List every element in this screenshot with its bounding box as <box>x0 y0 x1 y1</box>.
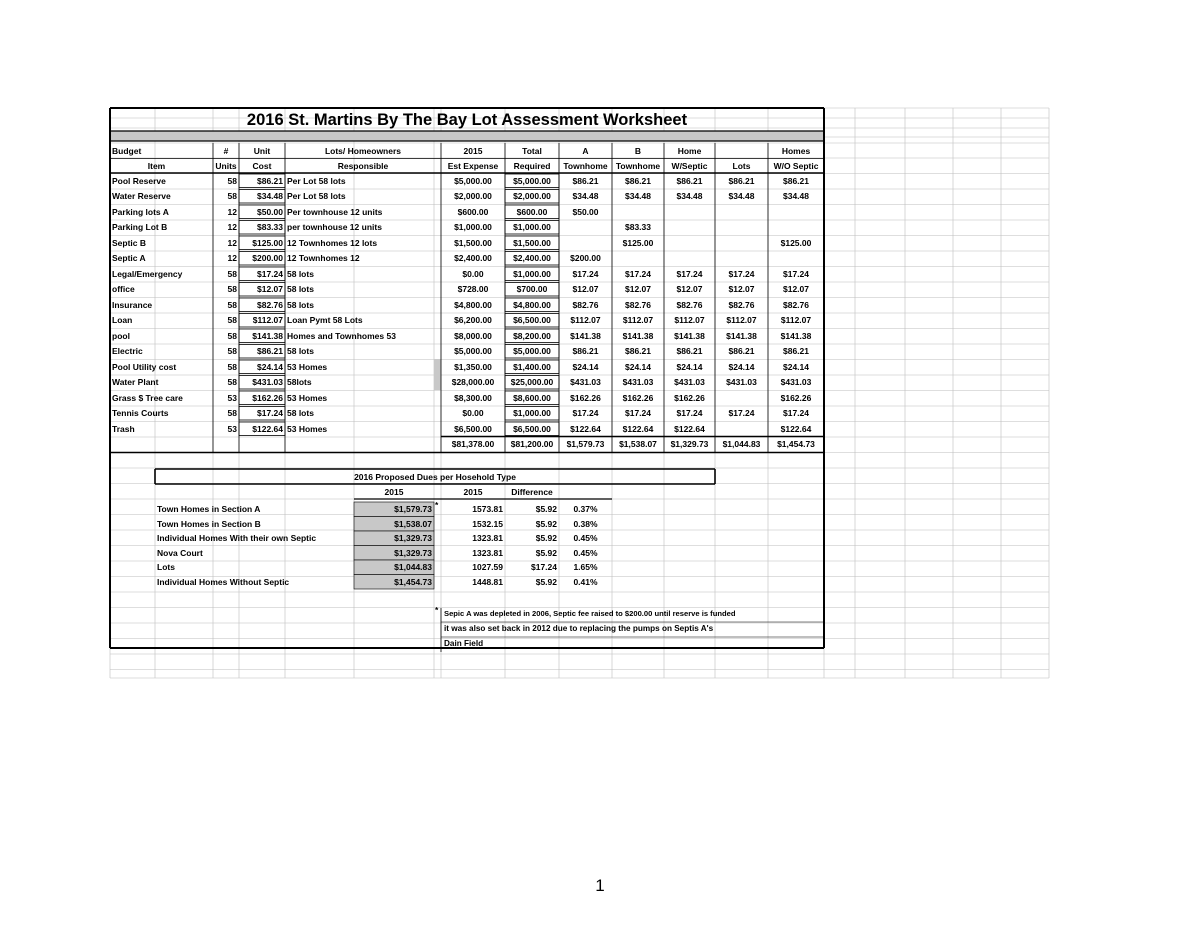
data-cell: $82.76 <box>625 299 651 310</box>
data-cell: $122.64 <box>570 423 601 434</box>
data-cell: $17.24 <box>257 408 283 419</box>
data-cell: $2,000.00 <box>513 191 551 202</box>
data-cell: $86.21 <box>572 175 599 186</box>
data-cell: $17.24 <box>783 268 809 279</box>
data-cell: $24.14 <box>625 361 651 372</box>
data-cell: Per Lot 58 lots <box>287 191 346 202</box>
footnote-line: Dain Field <box>444 639 484 648</box>
data-cell: $83.33 <box>625 222 651 233</box>
data-cell: 12 <box>227 222 237 233</box>
data-cell: $50.00 <box>257 206 283 217</box>
data-cell: Per Lot 58 lots <box>287 175 346 186</box>
dues-header: 2015 <box>463 486 483 497</box>
data-cell: 12 <box>227 237 237 248</box>
data-cell: $17.24 <box>625 408 651 419</box>
dues-difference: $5.92 <box>535 547 557 558</box>
prior-dues-value: 1532.15 <box>472 518 503 529</box>
data-cell: $112.07 <box>622 315 654 326</box>
data-cell: $0.00 <box>462 268 484 279</box>
data-cell: $28,000.00 <box>451 377 495 388</box>
household-type-label: Town Homes in Section B <box>157 518 261 529</box>
data-cell: $6,200.00 <box>454 315 492 326</box>
total-cell: $1,579.73 <box>566 439 605 450</box>
household-type-label: Individual Homes Without Septic <box>157 576 290 587</box>
row-item-label: Parking lots A <box>112 206 169 217</box>
data-cell: $125.00 <box>622 237 654 248</box>
data-cell: $83.33 <box>257 222 283 233</box>
data-cell: $6,500.00 <box>513 423 551 434</box>
total-cell: $81,200.00 <box>510 439 554 450</box>
header-cell: Cost <box>252 160 272 171</box>
dues-difference: $5.92 <box>535 533 557 544</box>
data-cell: $112.07 <box>780 315 812 326</box>
data-cell: $86.21 <box>728 175 755 186</box>
total-cell: $81,378.00 <box>451 439 495 450</box>
data-cell: $2,400.00 <box>454 253 492 264</box>
dues-percent: 0.45% <box>573 533 598 544</box>
data-cell: $17.24 <box>572 268 599 279</box>
total-cell: $1,538.07 <box>619 439 657 450</box>
data-cell: $34.48 <box>572 191 599 202</box>
data-cell: $600.00 <box>457 206 489 217</box>
data-cell: $162.26 <box>780 392 812 403</box>
prior-dues-value: 1027.59 <box>472 562 503 573</box>
row-item-label: pool <box>112 330 130 341</box>
data-cell: $17.24 <box>676 408 703 419</box>
header-cell: 2015 <box>463 145 483 156</box>
data-cell: 58 lots <box>287 284 314 295</box>
data-cell: $431.03 <box>570 377 601 388</box>
footnote-line: Sepic A was depleted in 2006, Septic fee raised to $200.00 until reserve is funded <box>444 609 736 618</box>
data-cell: $4,800.00 <box>454 299 492 310</box>
row-item-label: Electric <box>112 346 143 357</box>
household-type-label: Nova Court <box>157 547 203 558</box>
data-cell: $24.14 <box>257 361 283 372</box>
dues-difference: $5.92 <box>535 518 557 529</box>
header-cell: Homes <box>781 145 811 156</box>
data-cell: $82.76 <box>676 299 703 310</box>
row-item-label: Insurance <box>112 299 153 310</box>
data-cell: $24.14 <box>783 361 809 372</box>
data-cell: $4,800.00 <box>513 299 551 310</box>
data-cell: 53 Homes <box>287 423 328 434</box>
data-cell: $1,400.00 <box>513 361 551 372</box>
data-cell: $6,500.00 <box>454 423 492 434</box>
data-cell: $431.03 <box>622 377 654 388</box>
data-cell: $12.07 <box>783 284 809 295</box>
data-cell: $112.07 <box>252 315 283 326</box>
data-cell: $1,000.00 <box>454 222 492 233</box>
data-cell: $112.07 <box>570 315 601 326</box>
header-cell: Item <box>147 160 166 171</box>
data-cell: per townhouse 12 units <box>287 222 382 233</box>
row-item-label: Trash <box>112 423 135 434</box>
row-item-label: Loan <box>112 315 133 326</box>
header-cell: Unit <box>253 145 271 156</box>
title-shade-band <box>110 131 824 141</box>
data-cell: 53 <box>227 423 237 434</box>
data-cell: $2,400.00 <box>513 253 551 264</box>
data-cell: $24.14 <box>572 361 599 372</box>
data-cell: $12.07 <box>676 284 703 295</box>
data-cell: $34.48 <box>625 191 651 202</box>
total-cell: $1,454.73 <box>777 439 815 450</box>
data-cell: $5,000.00 <box>513 346 551 357</box>
dues-percent: 0.38% <box>573 518 598 529</box>
header-cell: Budget <box>112 145 142 156</box>
data-cell: $8,600.00 <box>513 392 551 403</box>
row-item-label: Tennis Courts <box>112 408 169 419</box>
dues-percent: 0.41% <box>573 576 598 587</box>
header-cell: Home <box>677 145 702 156</box>
data-cell: $86.21 <box>572 346 599 357</box>
total-cell: $1,329.73 <box>670 439 709 450</box>
data-cell: $86.21 <box>728 346 755 357</box>
data-cell: $12.07 <box>625 284 651 295</box>
data-cell: $86.21 <box>257 346 283 357</box>
data-cell: $141.38 <box>622 330 654 341</box>
household-type-label: Lots <box>157 562 175 573</box>
data-cell: $122.64 <box>674 423 705 434</box>
data-cell: $0.00 <box>462 408 484 419</box>
dues-header: 2015 <box>384 486 404 497</box>
data-cell: $1,000.00 <box>513 268 551 279</box>
data-cell: $162.26 <box>674 392 705 403</box>
data-cell: $728.00 <box>457 284 489 295</box>
data-cell: $162.26 <box>570 392 601 403</box>
data-cell: $1,500.00 <box>513 237 551 248</box>
header-cell: Units <box>215 160 237 171</box>
data-cell: $24.14 <box>728 361 755 372</box>
data-cell: $86.21 <box>257 175 283 186</box>
data-cell: $34.48 <box>676 191 703 202</box>
page-number: 1 <box>595 876 605 895</box>
data-cell: 58 lots <box>287 299 314 310</box>
data-cell: 53 Homes <box>287 361 328 372</box>
data-cell: $34.48 <box>728 191 755 202</box>
data-cell: $17.24 <box>257 268 283 279</box>
dues-title: 2016 Proposed Dues per Hosehold Type <box>354 471 516 482</box>
data-cell: 58 lots <box>287 346 314 357</box>
row-item-label: Parking Lot B <box>112 222 168 233</box>
data-cell: $431.03 <box>252 377 283 388</box>
prior-dues-value: 1573.81 <box>472 504 503 515</box>
data-cell: $82.76 <box>572 299 599 310</box>
data-cell: $12.07 <box>257 284 283 295</box>
data-cell: $431.03 <box>726 377 757 388</box>
data-cell: $17.24 <box>625 268 651 279</box>
dues-difference: $5.92 <box>535 576 557 587</box>
data-cell: $8,000.00 <box>454 330 492 341</box>
data-cell: $50.00 <box>572 206 599 217</box>
data-cell: $1,000.00 <box>513 222 551 233</box>
data-cell: $122.64 <box>780 423 812 434</box>
data-cell: 58 lots <box>287 268 314 279</box>
household-type-label: Town Homes in Section A <box>157 504 261 515</box>
data-cell: Per townhouse 12 units <box>287 206 383 217</box>
header-cell: # <box>223 145 229 156</box>
dues-difference: $5.92 <box>535 504 557 515</box>
data-cell: $25,000.00 <box>510 377 554 388</box>
data-cell: $17.24 <box>728 268 755 279</box>
proposed-dues-value: $1,329.73 <box>394 533 432 544</box>
row-item-label: Septic A <box>112 253 146 264</box>
data-cell: $5,000.00 <box>454 175 492 186</box>
data-cell: $122.64 <box>252 423 283 434</box>
data-cell: $34.48 <box>257 191 283 202</box>
data-cell: $5,000.00 <box>454 346 492 357</box>
data-cell: 12 Townhomes 12 <box>287 253 360 264</box>
data-cell: $17.24 <box>728 408 755 419</box>
data-cell: $17.24 <box>572 408 599 419</box>
data-cell: $82.76 <box>257 299 283 310</box>
footnote-line: it was also set back in 2012 due to replacing the pumps on Septis A's <box>444 624 714 633</box>
proposed-dues-value: $1,329.73 <box>394 547 432 558</box>
data-cell: $17.24 <box>783 408 809 419</box>
data-cell: $5,000.00 <box>513 175 551 186</box>
data-cell: 58 <box>227 315 237 326</box>
asterisk-marker: * <box>435 500 439 510</box>
header-cell: Townhome <box>563 160 608 171</box>
row-item-label: office <box>112 284 135 295</box>
data-cell: $86.21 <box>783 346 809 357</box>
row-item-label: Water Plant <box>112 377 159 388</box>
dues-difference: $17.24 <box>531 562 557 573</box>
data-cell: $86.21 <box>625 175 651 186</box>
data-cell: $125.00 <box>252 237 283 248</box>
data-cell: $17.24 <box>676 268 703 279</box>
data-cell: 58 <box>227 408 237 419</box>
data-cell: $34.48 <box>783 191 809 202</box>
data-cell: $86.21 <box>783 175 809 186</box>
data-cell: $12.07 <box>572 284 599 295</box>
dues-percent: 1.65% <box>573 562 598 573</box>
header-cell: Required <box>513 160 551 171</box>
data-cell: 58lots <box>287 377 312 388</box>
header-cell: W/O Septic <box>773 160 819 171</box>
data-cell: $6,500.00 <box>513 315 551 326</box>
data-cell: 58 <box>227 346 237 357</box>
data-cell: 58 <box>227 191 237 202</box>
proposed-dues-value: $1,044.83 <box>394 562 432 573</box>
row-item-label: Pool Reserve <box>112 175 166 186</box>
dues-percent: 0.37% <box>573 504 598 515</box>
data-cell: 53 Homes <box>287 392 328 403</box>
data-cell: $431.03 <box>780 377 812 388</box>
data-cell: $1,350.00 <box>454 361 492 372</box>
data-cell: $12.07 <box>728 284 755 295</box>
data-cell: 12 <box>227 253 237 264</box>
data-cell: 58 lots <box>287 408 314 419</box>
data-cell: 58 <box>227 284 237 295</box>
data-cell: 58 <box>227 330 237 341</box>
data-cell: $112.07 <box>674 315 705 326</box>
data-cell: $1,500.00 <box>454 237 492 248</box>
data-cell: 12 Townhomes 12 lots <box>287 237 378 248</box>
data-cell: $600.00 <box>516 206 548 217</box>
dues-percent: 0.45% <box>573 547 598 558</box>
row-item-label: Legal/Emergency <box>112 268 183 279</box>
data-cell: $122.64 <box>622 423 654 434</box>
header-cell: Est Expense <box>447 160 499 171</box>
data-cell: Homes and Townhomes 53 <box>287 330 396 341</box>
data-cell: 12 <box>227 206 237 217</box>
row-item-label: Pool Utility cost <box>112 361 177 372</box>
data-cell: $86.21 <box>625 346 651 357</box>
header-cell: Lots <box>732 160 751 171</box>
data-cell: $1,000.00 <box>513 408 551 419</box>
data-cell: 58 <box>227 361 237 372</box>
data-cell: $82.76 <box>783 299 809 310</box>
data-cell: $82.76 <box>728 299 755 310</box>
header-cell: Townhome <box>615 160 661 171</box>
header-cell: Responsible <box>337 160 389 171</box>
data-cell: 58 <box>227 377 237 388</box>
data-cell: $141.38 <box>780 330 812 341</box>
data-cell: Loan Pymt 58 Lots <box>287 315 363 326</box>
data-cell: 58 <box>227 175 237 186</box>
data-cell: $125.00 <box>780 237 812 248</box>
household-type-label: Individual Homes With their own Septic <box>157 533 317 544</box>
data-cell: $141.38 <box>570 330 601 341</box>
row-item-label: Grass $ Tree care <box>112 392 183 403</box>
data-cell: 53 <box>227 392 237 403</box>
data-cell: $700.00 <box>516 284 548 295</box>
prior-dues-value: 1448.81 <box>472 576 503 587</box>
row-item-label: Septic B <box>112 237 147 248</box>
data-cell: 58 <box>227 268 237 279</box>
total-cell: $1,044.83 <box>722 439 761 450</box>
data-cell: $8,300.00 <box>454 392 492 403</box>
dues-header: Difference <box>511 486 553 497</box>
data-cell: $162.26 <box>622 392 654 403</box>
data-cell: $112.07 <box>726 315 757 326</box>
data-cell: $431.03 <box>674 377 705 388</box>
data-cell: $141.38 <box>252 330 283 341</box>
header-cell: W/Septic <box>671 160 708 171</box>
data-cell: 58 <box>227 299 237 310</box>
footnote-marker: * <box>435 605 439 615</box>
data-cell: $8,200.00 <box>513 330 551 341</box>
header-cell: Lots/ Homeowners <box>324 145 402 156</box>
data-cell: $24.14 <box>676 361 703 372</box>
row-item-label: Water Reserve <box>112 191 171 202</box>
proposed-dues-value: $1,579.73 <box>394 504 432 515</box>
worksheet-title: 2016 St. Martins By The Bay Lot Assessment Worksheet <box>246 111 688 129</box>
data-cell: $141.38 <box>726 330 757 341</box>
data-cell: $141.38 <box>674 330 705 341</box>
data-cell: $2,000.00 <box>454 191 492 202</box>
data-cell: $86.21 <box>676 175 703 186</box>
header-cell: Total <box>522 145 542 156</box>
prior-dues-value: 1323.81 <box>472 547 503 558</box>
prior-dues-value: 1323.81 <box>472 533 503 544</box>
header-cell: A <box>582 145 589 156</box>
data-cell: $200.00 <box>252 253 283 264</box>
header-cell: B <box>634 145 642 156</box>
proposed-dues-value: $1,454.73 <box>394 576 432 587</box>
proposed-dues-value: $1,538.07 <box>394 518 432 529</box>
data-cell: $86.21 <box>676 346 703 357</box>
data-cell: $200.00 <box>570 253 601 264</box>
data-cell: $162.26 <box>252 392 283 403</box>
